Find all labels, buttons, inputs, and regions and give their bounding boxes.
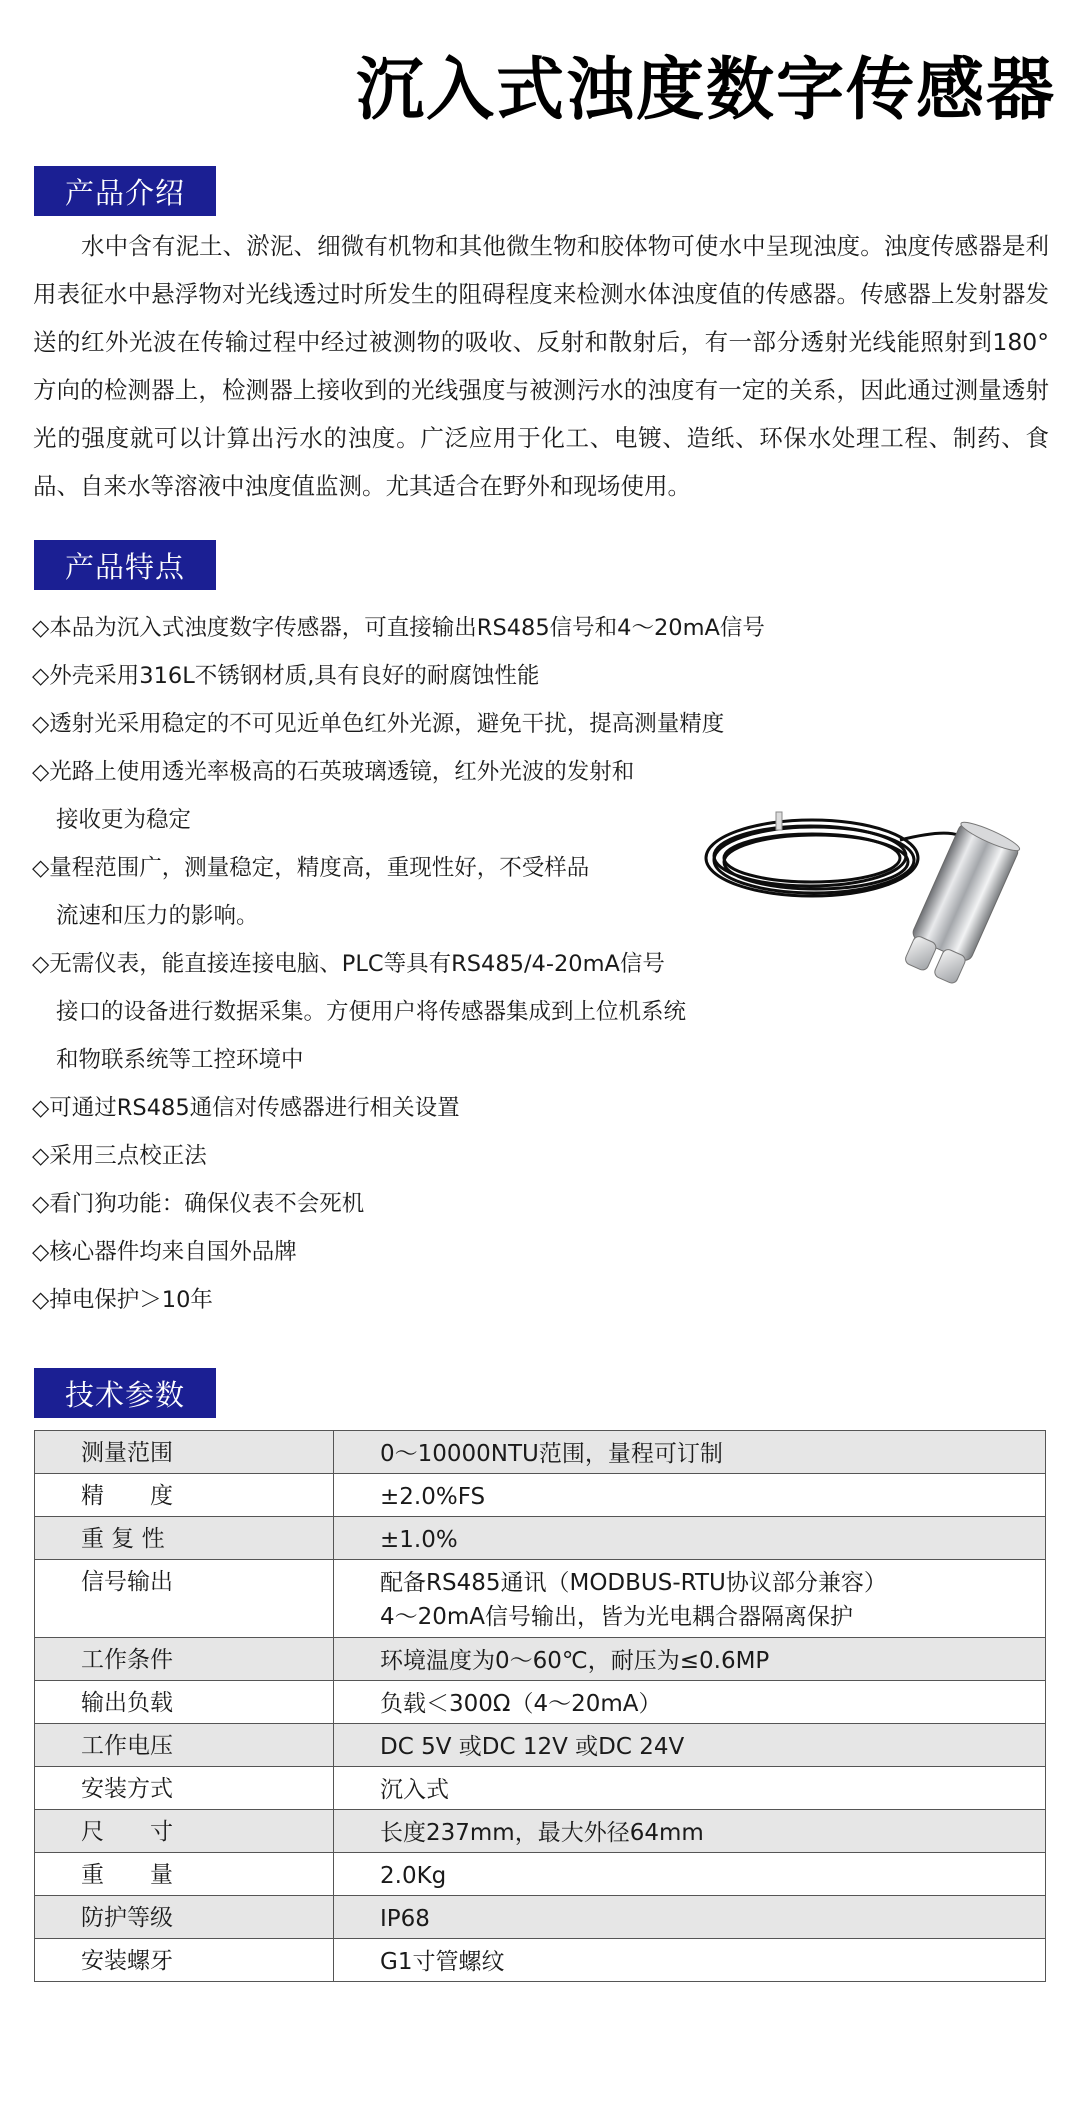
spec-value: ±2.0%FS — [380, 1484, 486, 1510]
spec-value: 长度237mm，最大外径64mm — [380, 1820, 704, 1846]
feature-item-continued: 接收更为稳定 — [56, 807, 192, 833]
spec-key: 工作电压 — [81, 1733, 173, 1759]
feature-item-continued: 和物联系统等工控环境中 — [56, 1047, 304, 1073]
spec-value: 环境温度为0～60℃，耐压为≤0.6MP — [380, 1648, 770, 1674]
section-tag-specs: 技术参数 — [34, 1368, 216, 1418]
spec-key: 信号输出 — [81, 1569, 173, 1595]
table-row — [35, 1474, 1046, 1517]
section-tag-intro: 产品介绍 — [34, 166, 216, 216]
feature-item-continued: 流速和压力的影响。 — [56, 903, 259, 929]
intro-text: 水中含有泥土、淤泥、细微有机物和其他微生物和胶体物可使水中呈现浊度。浊度传感器是利用表征水中悬浮物对光线透过时所发生的阻碍程度来检测水体浊度值的传感器。传感器上发射器发送的红外光波在传输过程中经过被测物的吸收、反射和散射后，有一部分透射光线能照射到180°方向的检测器上，检测器上接收到的光线强度与被测污水的浊度有一定的关系，因此通过测量透射光的强度就可以计算出污水的浊度。广泛应用于化工、电镀、造纸、环保水处理工程、制药、食品、自来水等溶液中浊度值监测。尤其适合在野外和现场使用。 — [33, 232, 1049, 500]
table-row — [35, 1560, 1046, 1638]
spec-value-line2: 4～20mA信号输出，皆为光电耦合器隔离保护 — [380, 1604, 854, 1630]
feature-item-continued: 接口的设备进行数据采集。方便用户将传感器集成到上位机系统 — [56, 999, 687, 1025]
spec-table — [34, 1430, 1046, 1982]
sensor-product-image — [700, 800, 1030, 1000]
spec-value: 2.0Kg — [380, 1863, 447, 1889]
table-row — [35, 1939, 1046, 1982]
spec-value: ±1.0% — [380, 1527, 458, 1553]
spec-key: 尺 寸 — [81, 1819, 173, 1845]
spec-value: IP68 — [380, 1906, 430, 1932]
feature-item: ◇可通过RS485通信对传感器进行相关设置 — [32, 1095, 460, 1121]
spec-key: 测量范围 — [81, 1440, 173, 1466]
spec-key: 重 复 性 — [81, 1526, 165, 1552]
feature-item: ◇本品为沉入式浊度数字传感器，可直接输出RS485信号和4～20mA信号 — [32, 615, 765, 641]
spec-value: 沉入式 — [380, 1777, 449, 1803]
spec-value: G1寸管螺纹 — [380, 1949, 505, 1975]
spec-value: 负载＜300Ω（4～20mA） — [380, 1691, 662, 1717]
spec-key: 防护等级 — [81, 1905, 173, 1931]
section-tag-features: 产品特点 — [34, 540, 216, 590]
feature-item: ◇核心器件均来自国外品牌 — [32, 1239, 297, 1265]
feature-item: ◇光路上使用透光率极高的石英玻璃透镜，红外光波的发射和 — [32, 759, 635, 785]
page-title: 沉入式浊度数字传感器 — [355, 51, 1056, 130]
spec-value: DC 5V 或DC 12V 或DC 24V — [380, 1734, 685, 1760]
table-row — [35, 1767, 1046, 1810]
table-row — [35, 1896, 1046, 1939]
table-row — [35, 1638, 1046, 1681]
feature-item: ◇外壳采用316L不锈钢材质,具有良好的耐腐蚀性能 — [32, 663, 540, 689]
spec-key: 安装螺牙 — [81, 1948, 173, 1974]
table-row — [35, 1810, 1046, 1853]
spec-value: 配备RS485通讯（MODBUS-RTU协议部分兼容） — [380, 1570, 887, 1596]
spec-key: 精 度 — [81, 1483, 173, 1509]
table-row — [35, 1431, 1046, 1474]
table-row — [35, 1853, 1046, 1896]
feature-list — [32, 604, 765, 1324]
feature-item: ◇无需仪表，能直接连接电脑、PLC等具有RS485/4-20mA信号 — [32, 951, 665, 977]
feature-item: ◇量程范围广，测量稳定，精度高，重现性好，不受样品 — [32, 855, 590, 881]
table-row — [35, 1517, 1046, 1560]
spec-value: 0～10000NTU范围，量程可订制 — [380, 1441, 723, 1467]
feature-item: ◇看门狗功能：确保仪表不会死机 — [32, 1191, 365, 1217]
spec-key: 工作条件 — [81, 1647, 173, 1673]
feature-item: ◇采用三点校正法 — [32, 1143, 207, 1169]
intro-paragraph — [33, 222, 1049, 510]
table-row — [35, 1681, 1046, 1724]
spec-key: 输出负载 — [81, 1690, 173, 1716]
spec-key: 安装方式 — [81, 1776, 173, 1802]
spec-key: 重 量 — [81, 1862, 173, 1888]
table-row — [35, 1724, 1046, 1767]
feature-item: ◇透射光采用稳定的不可见近单色红外光源，避免干扰，提高测量精度 — [32, 711, 725, 737]
feature-item: ◇掉电保护＞10年 — [32, 1287, 213, 1313]
